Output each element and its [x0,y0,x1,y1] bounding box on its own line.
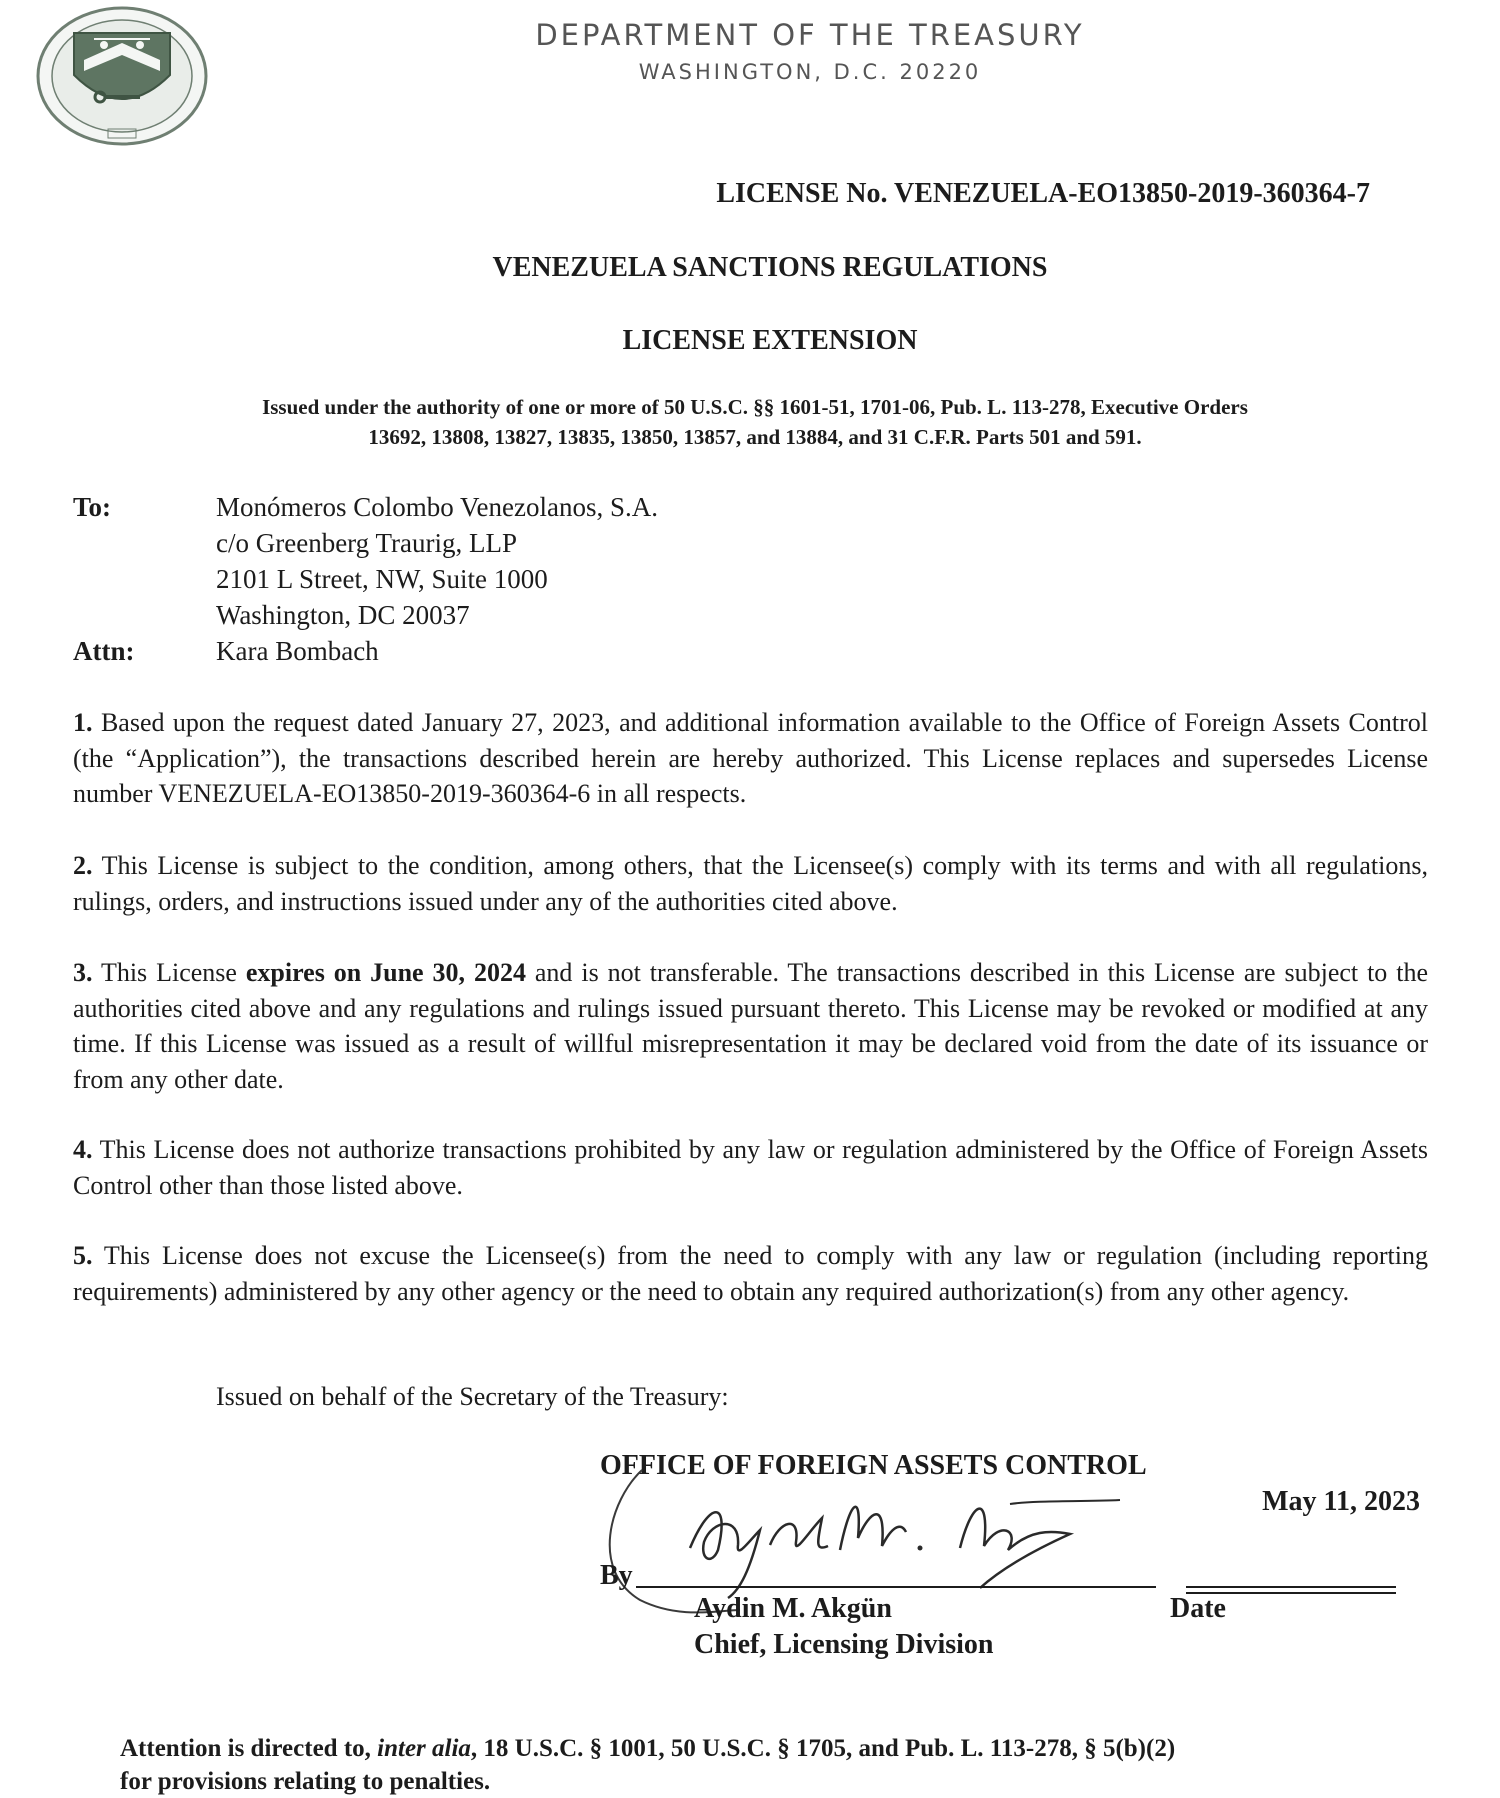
penalty-italic: inter alia [377,1735,471,1762]
paragraph-number: 4. [73,1135,93,1164]
paragraph-3 [73,955,1428,1097]
license-type: LICENSE EXTENSION [622,325,918,356]
penalty-line-1 [120,1732,1420,1765]
department-address: WASHINGTON, D.C. 20220 [638,60,982,84]
authority-line-1: Issued under the authority of one or more of 50 U.S.C. §§ 1601-51, 1701-06, Pub. L. 113-278, Executive Orders [262,395,1248,419]
attn-label: Attn: [73,636,135,666]
paragraph-1 [73,705,1428,812]
recipient-line: 2101 L Street, NW, Suite 1000 [216,564,548,594]
paragraph-number: 1. [73,708,93,737]
penalty-text: , 18 U.S.C. § 1001, 50 U.S.C. § 1705, and Pub. L. 113-278, § 5(b)(2) [470,1735,1176,1762]
signature-date: May 11, 2023 [1262,1486,1420,1517]
date-line [1186,1586,1396,1588]
signer-name: Aydin M. Akgün [694,1593,892,1624]
office-name: OFFICE OF FOREIGN ASSETS CONTROL [600,1450,1147,1481]
to-label: To: [73,492,112,522]
license-number: LICENSE No. VENEZUELA-EO13850-2019-360364-7 [716,178,1370,209]
paragraph-number: 3. [73,958,93,987]
department-title: DEPARTMENT OF THE TREASURY [535,18,1085,52]
signature-line [636,1586,1156,1588]
penalty-line-2: for provisions relating to penalties. [120,1768,491,1795]
authority-statement [110,392,1400,452]
paragraph-text: This License [92,958,246,987]
paragraph-4 [73,1132,1428,1203]
paragraph-text: This License does not authorize transactions prohibited by any law or regulation administered by the Office of Foreign Assets Control other than those listed above. [73,1135,1428,1200]
penalty-text: Attention is directed to, [120,1735,378,1762]
paragraph-text: This License does not excuse the Licensee(s) from the need to comply with any law or regulation (including reporting requirements) administered by any other agency or the need to obtain any required authorization(s) from any other agency. [73,1241,1428,1306]
expiration-date: expires on June 30, 2024 [245,958,526,987]
attn-name: Kara Bombach [216,636,379,666]
recipient-line: Monómeros Colombo Venezolanos, S.A. [216,492,658,522]
authority-line-2: 13692, 13808, 13827, 13835, 13850, 13857, and 13884, and 31 C.F.R. Parts 501 and 591. [368,425,1142,449]
paragraph-number: 5. [73,1241,93,1270]
penalty-notice [120,1732,1420,1798]
paragraph-text: Based upon the request dated January 27, 2023, and additional information available to the Office of Foreign Assets Control (the “Application”), the transactions described herein are hereby authorized. This License replaces and supersedes License number VENEZUELA-EO13850-2019-360364-6 in all respects. [73,708,1428,808]
paragraph-5 [73,1238,1428,1309]
recipient-line: c/o Greenberg Traurig, LLP [216,528,517,558]
paragraph-text: This License is subject to the condition, among others, that the Licensee(s) comply with its terms and with all regulations, rulings, orders, and instructions issued under any of the authorities cited above. [73,851,1428,916]
date-label: Date [1170,1593,1226,1624]
paragraph-text: and is not transferable. The transactions described in this License are subject to the authorities cited above and any regulations and rulings issued pursuant thereto. This License may be revoked or modified at any time. If this License was issued as a result of willful misrepresentation it may be declared void from the date of its issuance or from any other date. [73,958,1428,1094]
signer-title: Chief, Licensing Division [694,1629,994,1660]
recipient-line: Washington, DC 20037 [216,600,470,630]
paragraph-number: 2. [73,851,93,880]
regulation-title: VENEZUELA SANCTIONS REGULATIONS [492,252,1048,283]
paragraph-2 [73,848,1428,919]
by-label: By [600,1560,633,1591]
issued-on-behalf: Issued on behalf of the Secretary of the Treasury: [216,1382,729,1411]
